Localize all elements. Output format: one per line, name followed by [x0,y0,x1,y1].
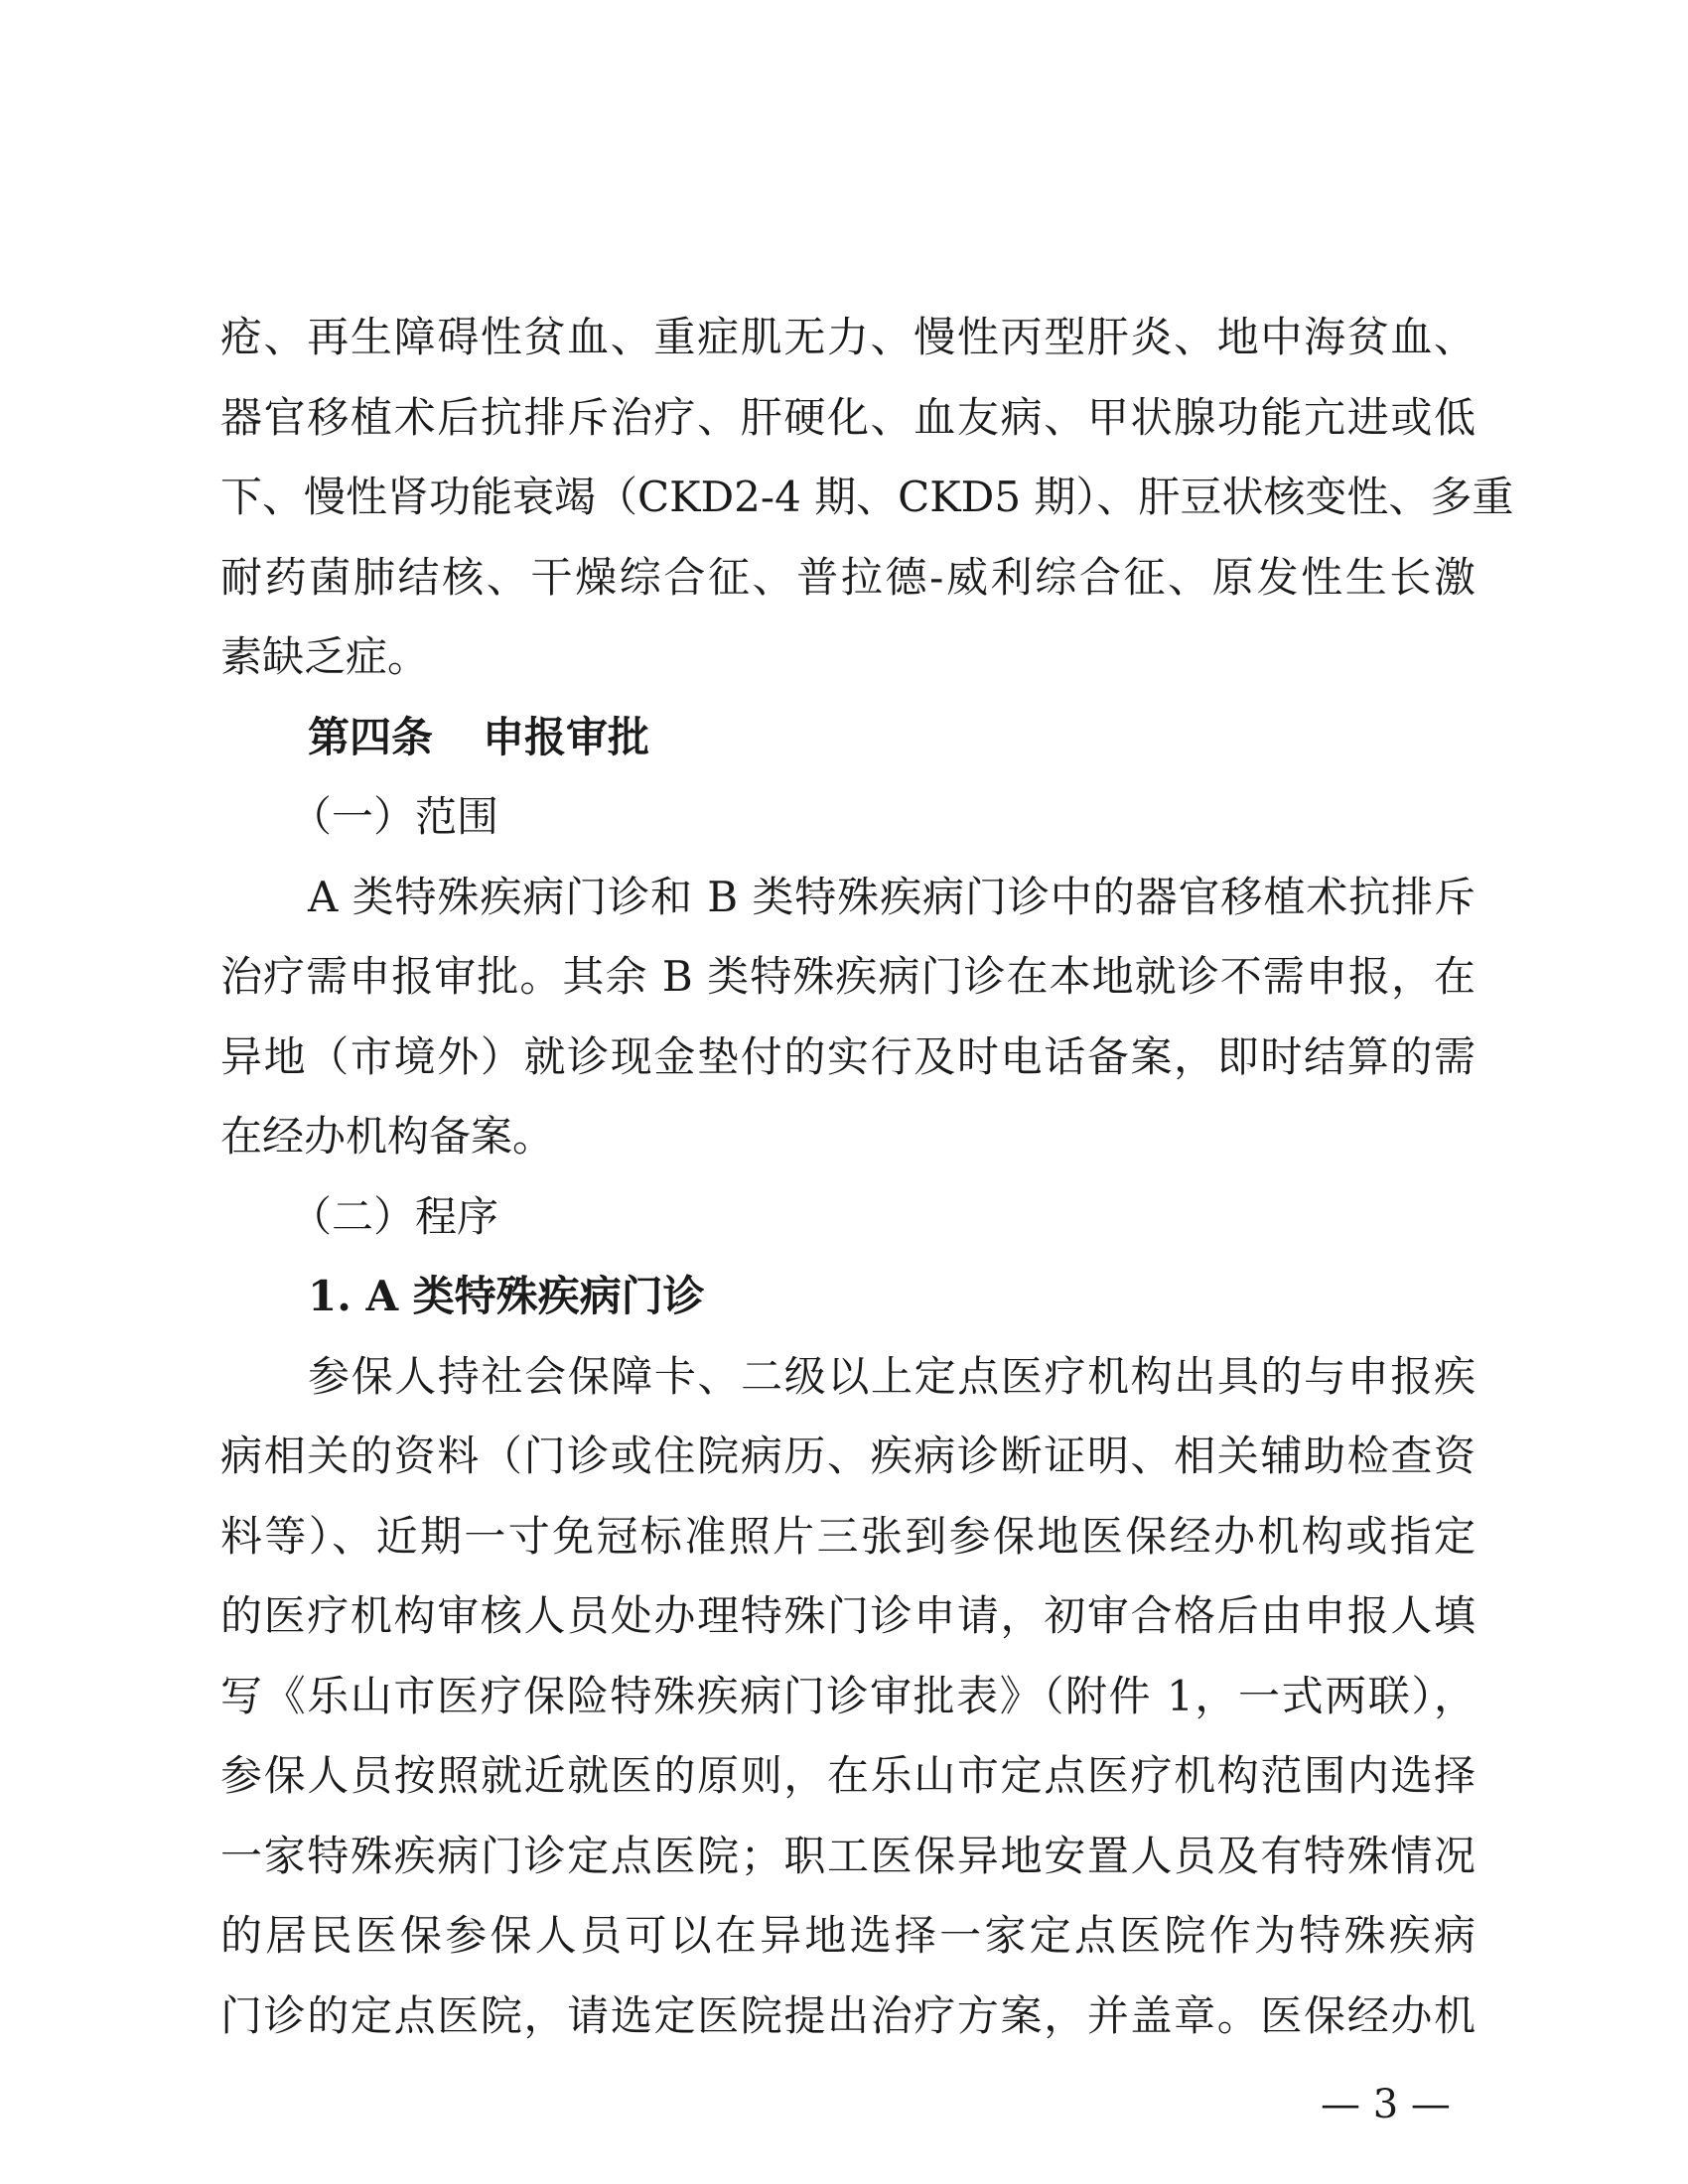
text-line: 下、慢性肾功能衰竭（CKD2-4 期、CKD5 期）、肝豆状核变性、多重 [220,473,1514,521]
text-line: 参保人员按照就近就医的原则，在乐山市定点医疗机构范围内选择 [220,1751,1476,1800]
text-line: 一家特殊疾病门诊定点医院；职工医保异地安置人员及有特殊情况 [220,1831,1476,1880]
text-line: 写《乐山市医疗保险特殊疾病门诊审批表》（附件 1，一式两联）， [220,1671,1476,1720]
text-line: 疮、再生障碍性贫血、重症肌无力、慢性丙型肝炎、地中海贫血、 [220,313,1476,361]
text-line: 器官移植术后抗排斥治疗、肝硬化、血友病、甲状腺功能亢进或低 [220,392,1476,442]
text-line: 在经办机构备案。 [220,1112,555,1160]
document-body [220,298,1514,2056]
article-heading [220,698,1476,778]
text-line: 门诊的定点医院，请选定医院提出治疗方案，并盖章。医保经办机 [220,1990,1476,2040]
text-line: 素缺乏症。 [220,632,430,681]
text-line: 的医疗机构审核人员处办理特殊门诊申请，初审合格后由申报人填 [220,1591,1476,1640]
section-heading-scope: （一）范围 [290,792,499,841]
article-number: 第四条 [308,712,434,761]
text-line: 病相关的资料（门诊或住院病历、疾病诊断证明、相关辅助检查资 [220,1432,1476,1480]
text-line: 料等）、近期一寸免冠标准照片三张到参保地医保经办机构或指定 [220,1511,1476,1561]
article-title: 申报审批 [483,712,650,761]
text-line: 异地（市境外）就诊现金垫付的实行及时电话备案，即时结算的需 [220,1031,1476,1081]
page-number: — 3 — [1321,2082,1451,2127]
section-heading-procedure: （二）程序 [290,1191,499,1241]
text-line: 治疗需申报审批。其余 B 类特殊疾病门诊在本地就诊不需申报，在 [220,952,1476,1001]
text-line: 的居民医保参保人员可以在异地选择一家定点医院作为特殊疾病 [220,1911,1476,1960]
text-line: 耐药菌肺结核、干燥综合征、普拉德-威利综合征、原发性生长激 [220,552,1476,602]
text-line: 参保人持社会保障卡、二级以上定点医疗机构出具的与申报疾 [308,1351,1476,1401]
text-line: A 类特殊疾病门诊和 B 类特殊疾病门诊中的器官移植术抗排斥 [308,872,1476,921]
subsection-heading: 1. A 类特殊疾病门诊 [308,1272,705,1320]
